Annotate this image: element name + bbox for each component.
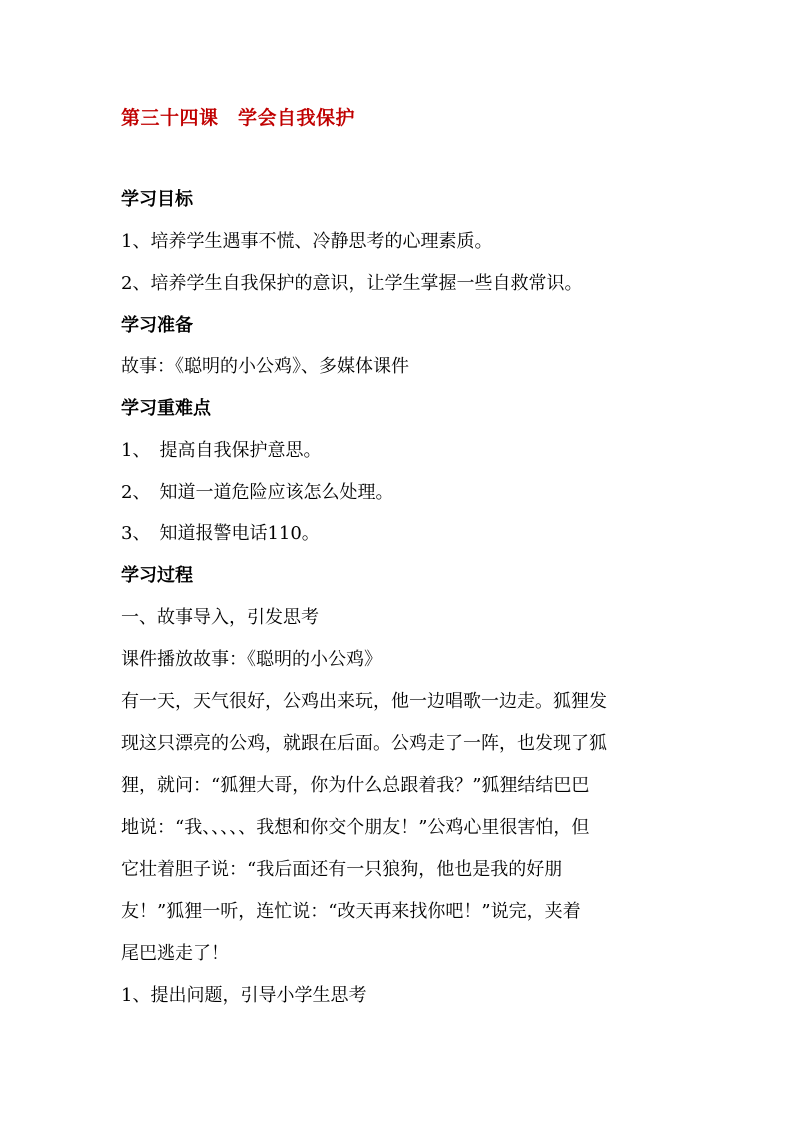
process-step-1: 一、故事导入，引发思考 — [121, 607, 319, 628]
story-line-4: 地说：“我、、、、、我想和你交个朋友！”公鸡心里很害怕，但 — [121, 817, 590, 838]
story-line-7: 尾巴逃走了！ — [121, 943, 229, 964]
key-point-1: 1、 提高自我保护意思。 — [121, 440, 322, 461]
story-line-1: 有一天，天气很好，公鸡出来玩，他一边唱歌一边走。狐狸发 — [121, 691, 607, 712]
goal-item-2: 2、培养学生自我保护的意识，让学生掌握一些自救常识。 — [121, 273, 583, 294]
lesson-title: 第三十四课 学会自我保护 — [121, 107, 356, 129]
story-line-2: 现这只漂亮的公鸡，就跟在后面。公鸡走了一阵，也发现了狐 — [121, 733, 607, 754]
goals-heading: 学习目标 — [121, 189, 193, 210]
goal-item-1: 1、培养学生遇事不慌、冷静思考的心理素质。 — [121, 231, 493, 252]
prep-text: 故事：《聪明的小公鸡》、多媒体课件 — [121, 356, 409, 377]
key-point-3: 3、 知道报警电话110。 — [121, 523, 320, 544]
key-points-heading: 学习重难点 — [121, 398, 211, 419]
prep-heading: 学习准备 — [121, 315, 193, 336]
process-heading: 学习过程 — [121, 565, 193, 586]
story-line-6: 友！”狐狸一听，连忙说：“改天再来找你吧！”说完，夹着 — [121, 901, 581, 922]
key-point-2: 2、 知道一道危险应该怎么处理。 — [121, 482, 394, 503]
story-line-5: 它壮着胆子说：“我后面还有一只狼狗，他也是我的好朋 — [121, 859, 563, 880]
story-line-3: 狸，就问：“狐狸大哥，你为什么总跟着我？”狐狸结结巴巴 — [121, 775, 590, 796]
process-step-1-text: 课件播放故事：《聪明的小公鸡》 — [121, 649, 382, 670]
question-1: 1、提出问题，引导小学生思考 — [121, 985, 367, 1006]
